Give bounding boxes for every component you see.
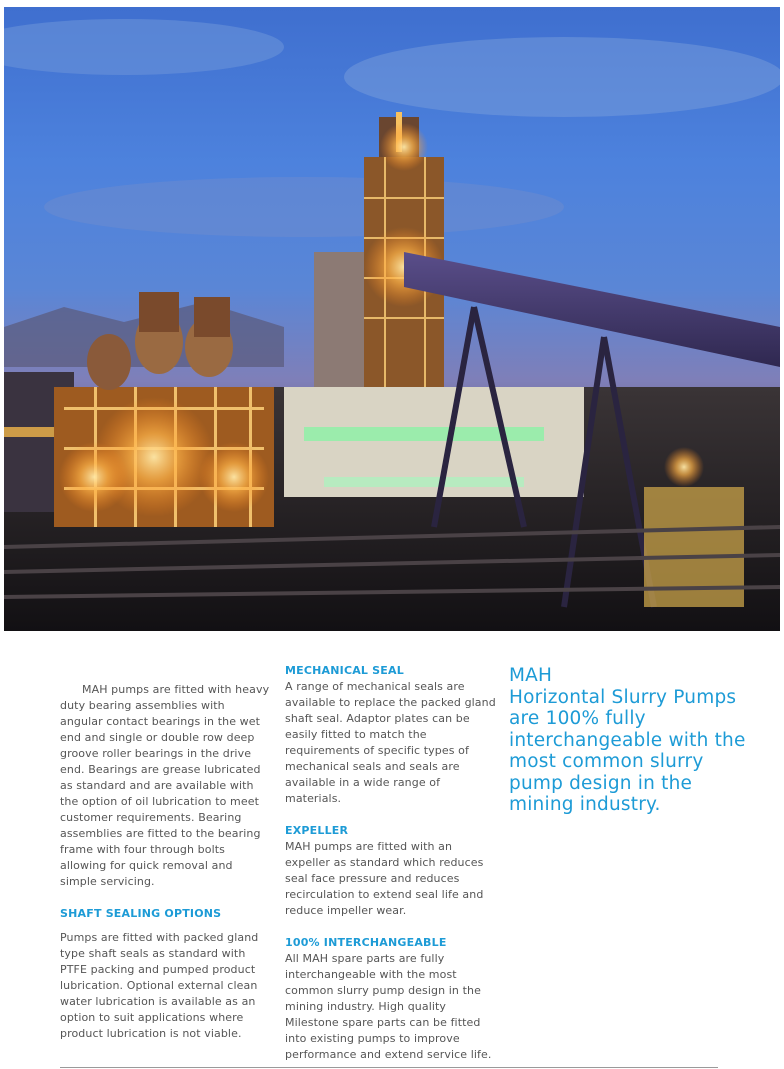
shaft-sealing-paragraph: Pumps are fitted with packed gland type shaft seals as standard with PTFE packing and pumped product lubrication. Optional external clean water lubrication is available as an option to suit applications where product lubrication is not viable. (60, 931, 259, 1040)
mechanical-seal-paragraph: A range of mechanical seals are available to replace the packed gland shaft seal. Adaptor plates can be easily fitted to match the requirements of specific types of mechanical seals and seals are available in a wide range of materials. (285, 680, 496, 805)
callout-brand: MAH (509, 665, 553, 686)
bearings-paragraph: MAH pumps are fitted with heavy duty bearing assemblies with angular contact bearings in the wet end and single or double row deep groove roller bearings in the drive end. Bearings are grease lubricated as standard and are available with the option of oil lubrication to meet customer requirements. Bearing assemblies are fitted to the bearing frame with four through bolts allowing for quick removal and simple servicing. (60, 683, 270, 888)
interchangeable-paragraph: All MAH spare parts are fully interchangeable with the most common slurry pump design in the mining industry. High quality Milestone spare parts can be fitted into existing pumps to improve performance and extend service life. (285, 952, 492, 1061)
expeller-paragraph: MAH pumps are fitted with an expeller as standard which reduces seal face pressure and reduces recirculation to extend seal life and reduce impeller wear. (285, 840, 484, 917)
column-seals (285, 663, 497, 1063)
industrial-plant-illustration (4, 7, 780, 631)
footer-divider (60, 1067, 718, 1068)
interchangeable-heading: 100% INTERCHANGEABLE (285, 936, 447, 949)
hero-photo (4, 7, 780, 631)
mechanical-seal-heading: MECHANICAL SEAL (285, 664, 404, 677)
expeller-heading: EXPELLER (285, 824, 349, 837)
callout-text: Horizontal Slurry Pumps are 100% fully interchangeable with the most common slurry pump design in the mining industry. (509, 686, 746, 815)
column-bearings (60, 682, 270, 1042)
shaft-sealing-heading: SHAFT SEALING OPTIONS (60, 907, 222, 920)
callout-column (509, 665, 749, 816)
